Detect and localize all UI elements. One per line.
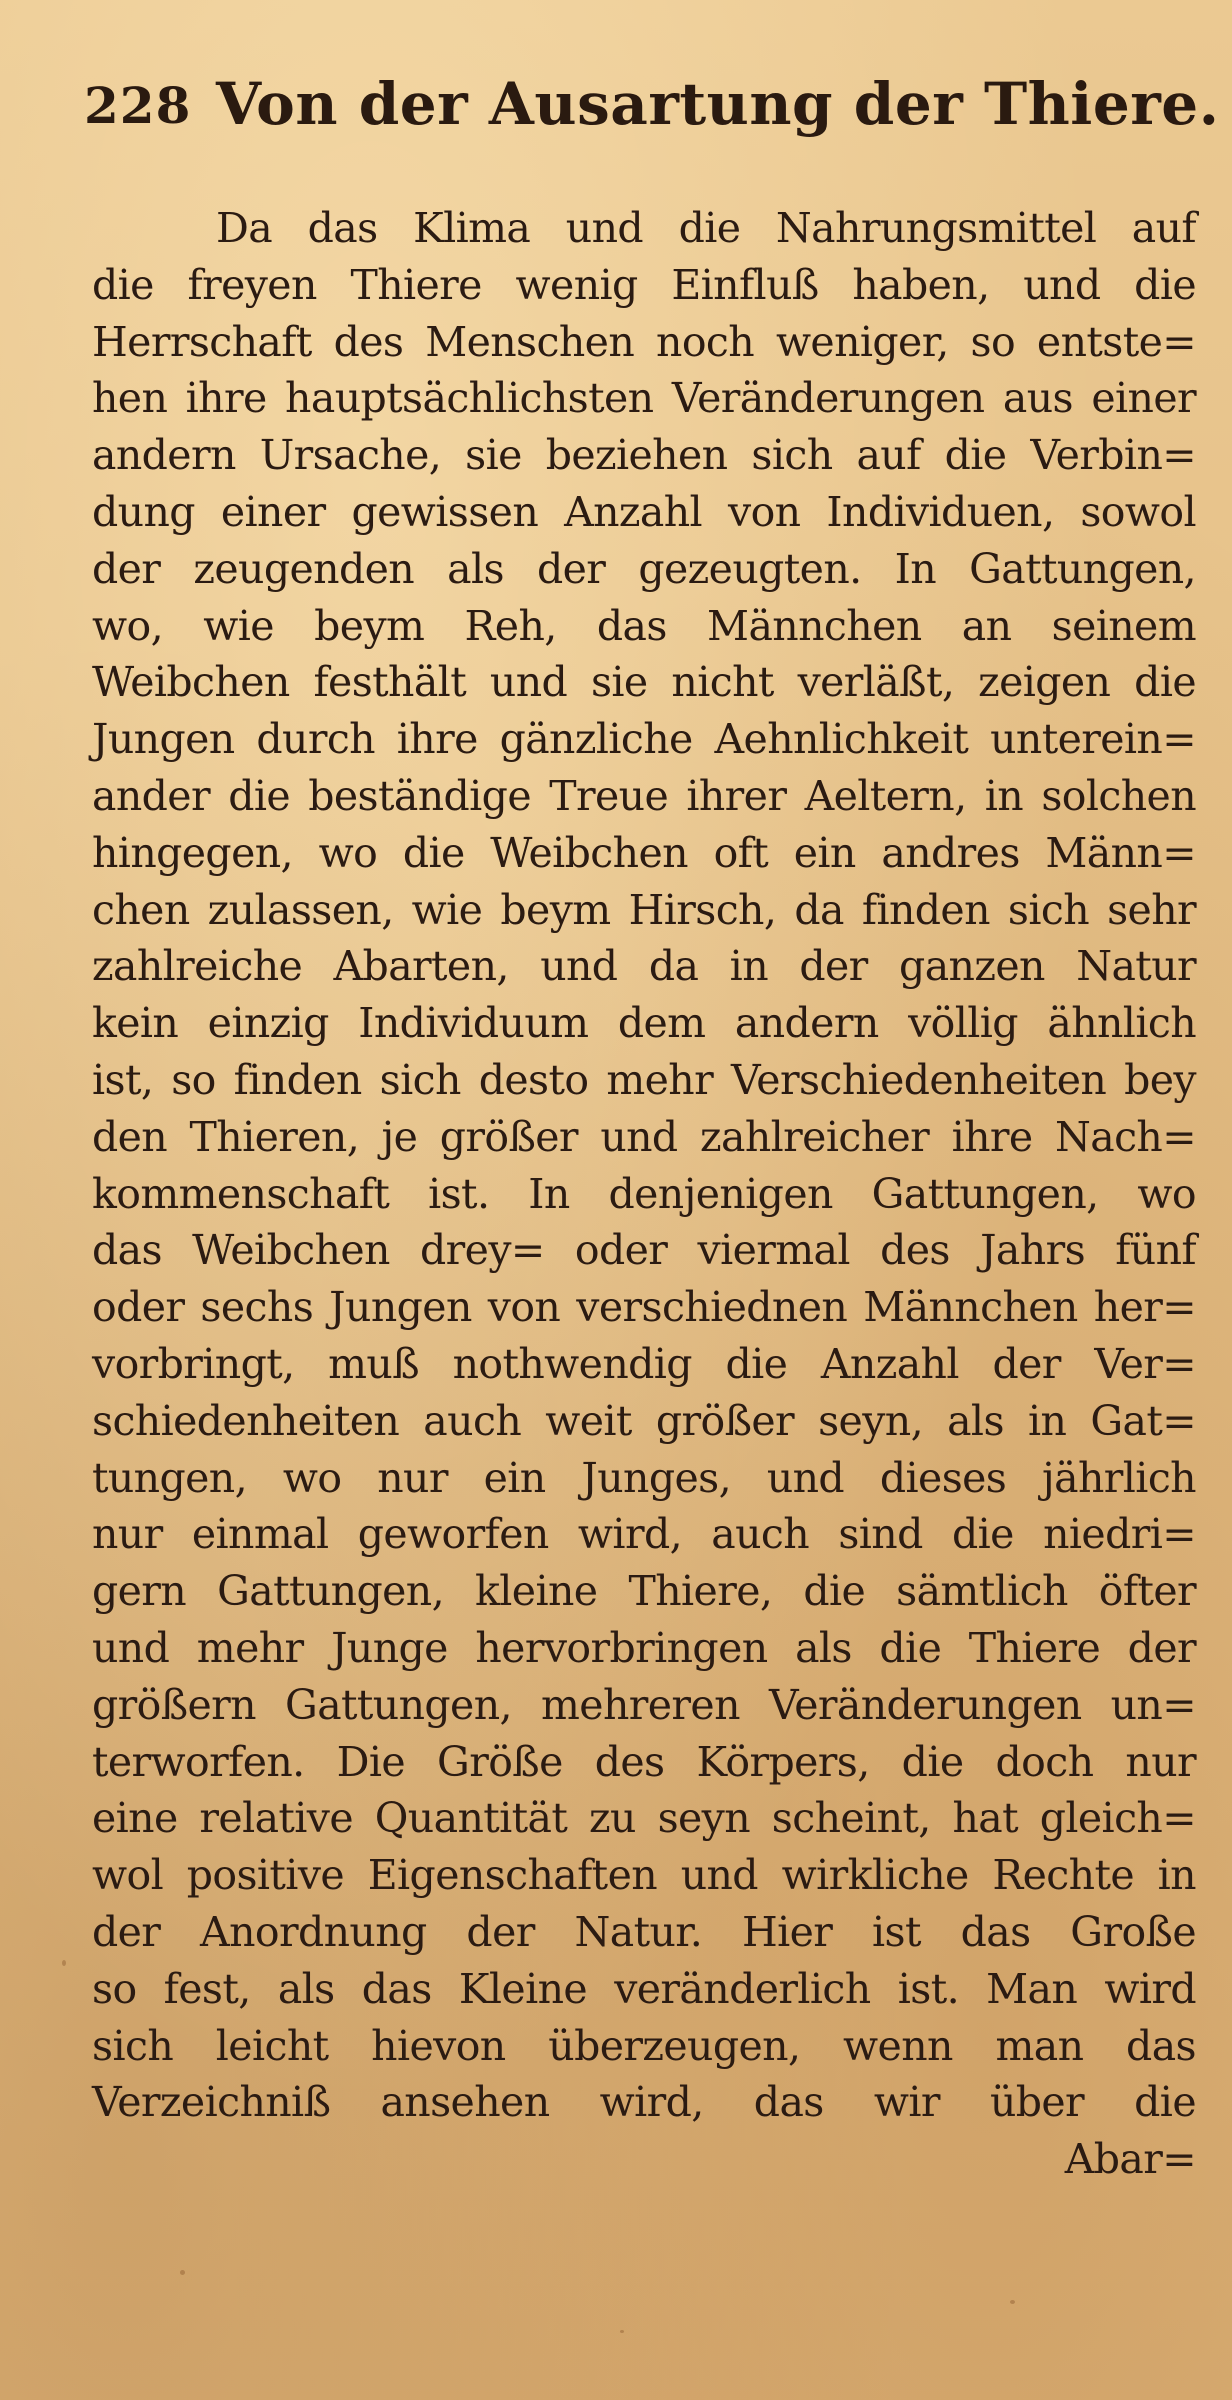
text-line: kommenschaft ist. In denjenigen Gattungen, wo [92,1169,1196,1218]
page-number: 228 [84,76,192,135]
text-line: den Thieren, je größer und zahlreicher ihre Nach= [92,1112,1196,1161]
text-line: Herrschaft des Menschen noch weniger, so entste= [92,317,1196,366]
page-header [84,70,1220,160]
text-line: nur einmal geworfen wird, auch sind die niedri= [92,1510,1196,1559]
text-line: dung einer gewissen Anzahl von Individuen, sowol [92,487,1196,536]
text-line: ander die beständige Treue ihrer Aeltern, in solchen [92,771,1196,820]
text-line: und mehr Junge hervorbringen als die Thiere der [92,1623,1196,1672]
text-line: oder sechs Jungen von verschiednen Männchen her= [92,1283,1196,1332]
text-line: wol positive Eigenschaften und wirkliche Rechte in [92,1851,1196,1900]
text-line: sich leicht hievon überzeugen, wenn man das [92,2021,1196,2070]
text-line: das Weibchen drey= oder viermal des Jahrs fünf [92,1226,1196,1275]
text-line: Verzeichniß ansehen wird, das wir über die [92,2078,1196,2127]
text-line: wo, wie beym Reh, das Männchen an seinem [92,601,1196,650]
text-line: der zeugenden als der gezeugten. In Gattungen, [92,544,1196,593]
text-line: die freyen Thiere wenig Einfluß haben, und die [92,260,1196,309]
paper-speck [62,1960,66,1966]
text-line: größern Gattungen, mehreren Veränderungen un= [92,1680,1196,1729]
body-text [92,200,1196,2188]
text-line: schiedenheiten auch weit größer seyn, als in Gat= [92,1396,1196,1445]
text-line: chen zulassen, wie beym Hirsch, da finden sich sehr [92,885,1196,934]
text-line: so fest, als das Kleine veränderlich ist. Man wird [92,1964,1196,2013]
text-line: andern Ursache, sie beziehen sich auf die Verbin= [92,431,1196,480]
paper-speck [180,2270,185,2275]
running-title: Von der Ausartung der Thiere. [216,70,1220,138]
text-line: der Anordnung der Natur. Hier ist das Große [92,1907,1196,1956]
text-line: vorbringt, muß nothwendig die Anzahl der Ver= [92,1339,1196,1388]
text-line: Da das Klima und die Nahrungsmittel auf [216,204,1196,252]
text-line: gern Gattungen, kleine Thiere, die sämtlich öfter [92,1567,1196,1616]
paper-speck [1010,2300,1015,2304]
text-line: tungen, wo nur ein Junges, und dieses jährlich [92,1453,1196,1502]
text-line: ist, so finden sich desto mehr Verschiedenheiten bey [92,1055,1196,1104]
text-line: terworfen. Die Größe des Körpers, die doch nur [92,1737,1196,1786]
text-line: hingegen, wo die Weibchen oft ein andres Männ= [92,828,1196,877]
paper-speck [620,2330,624,2333]
text-line: Jungen durch ihre gänzliche Aehnlichkeit unterein= [92,715,1196,764]
text-line: hen ihre hauptsächlichsten Veränderungen aus einer [92,374,1196,423]
text-line: zahlreiche Abarten, und da in der ganzen Natur [92,942,1196,991]
text-line: kein einzig Individuum dem andern völlig ähnlich [92,999,1196,1048]
text-line: Weibchen festhält und sie nicht verläßt, zeigen die [92,658,1196,707]
catchword: Abar= [1064,2135,1196,2184]
text-line: eine relative Quantität zu seyn scheint, hat gleich= [92,1794,1196,1843]
